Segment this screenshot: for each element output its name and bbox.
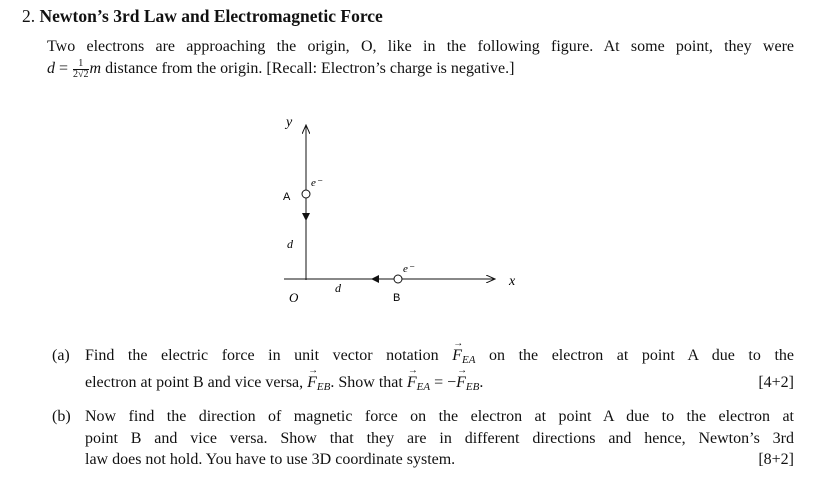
- equals-sign: =: [59, 60, 69, 77]
- vector-subscript: EA: [461, 354, 476, 366]
- part-a-text-2: on the electron at point A due to the: [475, 347, 794, 364]
- part-b-label: (b): [52, 408, 71, 425]
- vector-symbol: F: [406, 373, 417, 391]
- electron-a: [302, 190, 310, 198]
- y-axis-label: y: [286, 115, 293, 130]
- electron-figure: [270, 105, 530, 310]
- vector-subscript: EB: [316, 380, 331, 393]
- part-b-line-1: Now find the direction of magnetic force on the electron at point A due to the electron at: [85, 408, 794, 425]
- vector-subscript: EA: [416, 380, 431, 393]
- distance-label-vertical: d: [287, 237, 293, 251]
- part-a-marks: [4+2]: [758, 373, 794, 391]
- intro-line-2: [47, 58, 794, 80]
- vector-subscript: EB: [465, 380, 480, 393]
- vector-f-eb: [307, 372, 317, 394]
- equation-operator: = −: [430, 373, 457, 391]
- part-b: [52, 406, 794, 471]
- part-a-line-1: [85, 345, 794, 372]
- part-b-marks: [8+2]: [758, 451, 794, 468]
- vector-f-eb-2: [456, 372, 466, 394]
- x-axis-label: x: [509, 274, 516, 289]
- intro-line-2-text: distance from the origin. [Recall: Electron’s charge is negative.]: [101, 60, 515, 77]
- sub-questions: [52, 345, 794, 479]
- electron-b-label: e⁻: [403, 263, 414, 275]
- intro-line-1: Two electrons are approaching the origin, O, like in the following figure. At some point, they were: [47, 38, 794, 55]
- distance-label-horizontal: d: [335, 281, 341, 295]
- vector-symbol: F: [307, 373, 317, 391]
- question-title: Newton’s 3rd Law and Electromagnetic Force: [39, 6, 383, 26]
- part-b-line-2: point B and vice versa. Show that they are in different directions and hence, Newton’s 3rd: [85, 429, 794, 447]
- part-a-label: (a): [52, 347, 70, 364]
- part-a: [52, 345, 794, 398]
- vector-f-ea-2: [407, 372, 417, 394]
- electron-b: [394, 275, 402, 283]
- origin-label: O: [289, 290, 299, 305]
- fraction-denominator: 2√2: [73, 68, 89, 80]
- d-symbol: d: [47, 60, 55, 77]
- part-a-line-2: [85, 372, 794, 399]
- unit-symbol: m: [89, 60, 102, 77]
- part-b-text-3: law does not hold. You have to use 3D coordinate system.: [85, 451, 456, 468]
- part-a-text-1: Find the electric force in unit vector notation: [85, 347, 453, 364]
- part-a-text-3: electron at point B and vice versa,: [85, 373, 308, 391]
- part-b-line-3: [85, 449, 794, 471]
- distance-fraction: [73, 59, 89, 80]
- point-b-label: B: [393, 292, 401, 304]
- point-a-label: A: [283, 191, 291, 203]
- question-heading: [22, 6, 383, 27]
- part-a-text-4: . Show that: [330, 373, 407, 391]
- question-number: 2.: [22, 6, 36, 26]
- fraction-numerator: 1: [73, 59, 89, 70]
- question-intro: [47, 36, 794, 80]
- vector-symbol: F: [452, 347, 462, 364]
- electron-a-label: e⁻: [311, 177, 322, 189]
- vector-symbol: F: [456, 373, 466, 391]
- part-a-text-5: .: [479, 373, 484, 391]
